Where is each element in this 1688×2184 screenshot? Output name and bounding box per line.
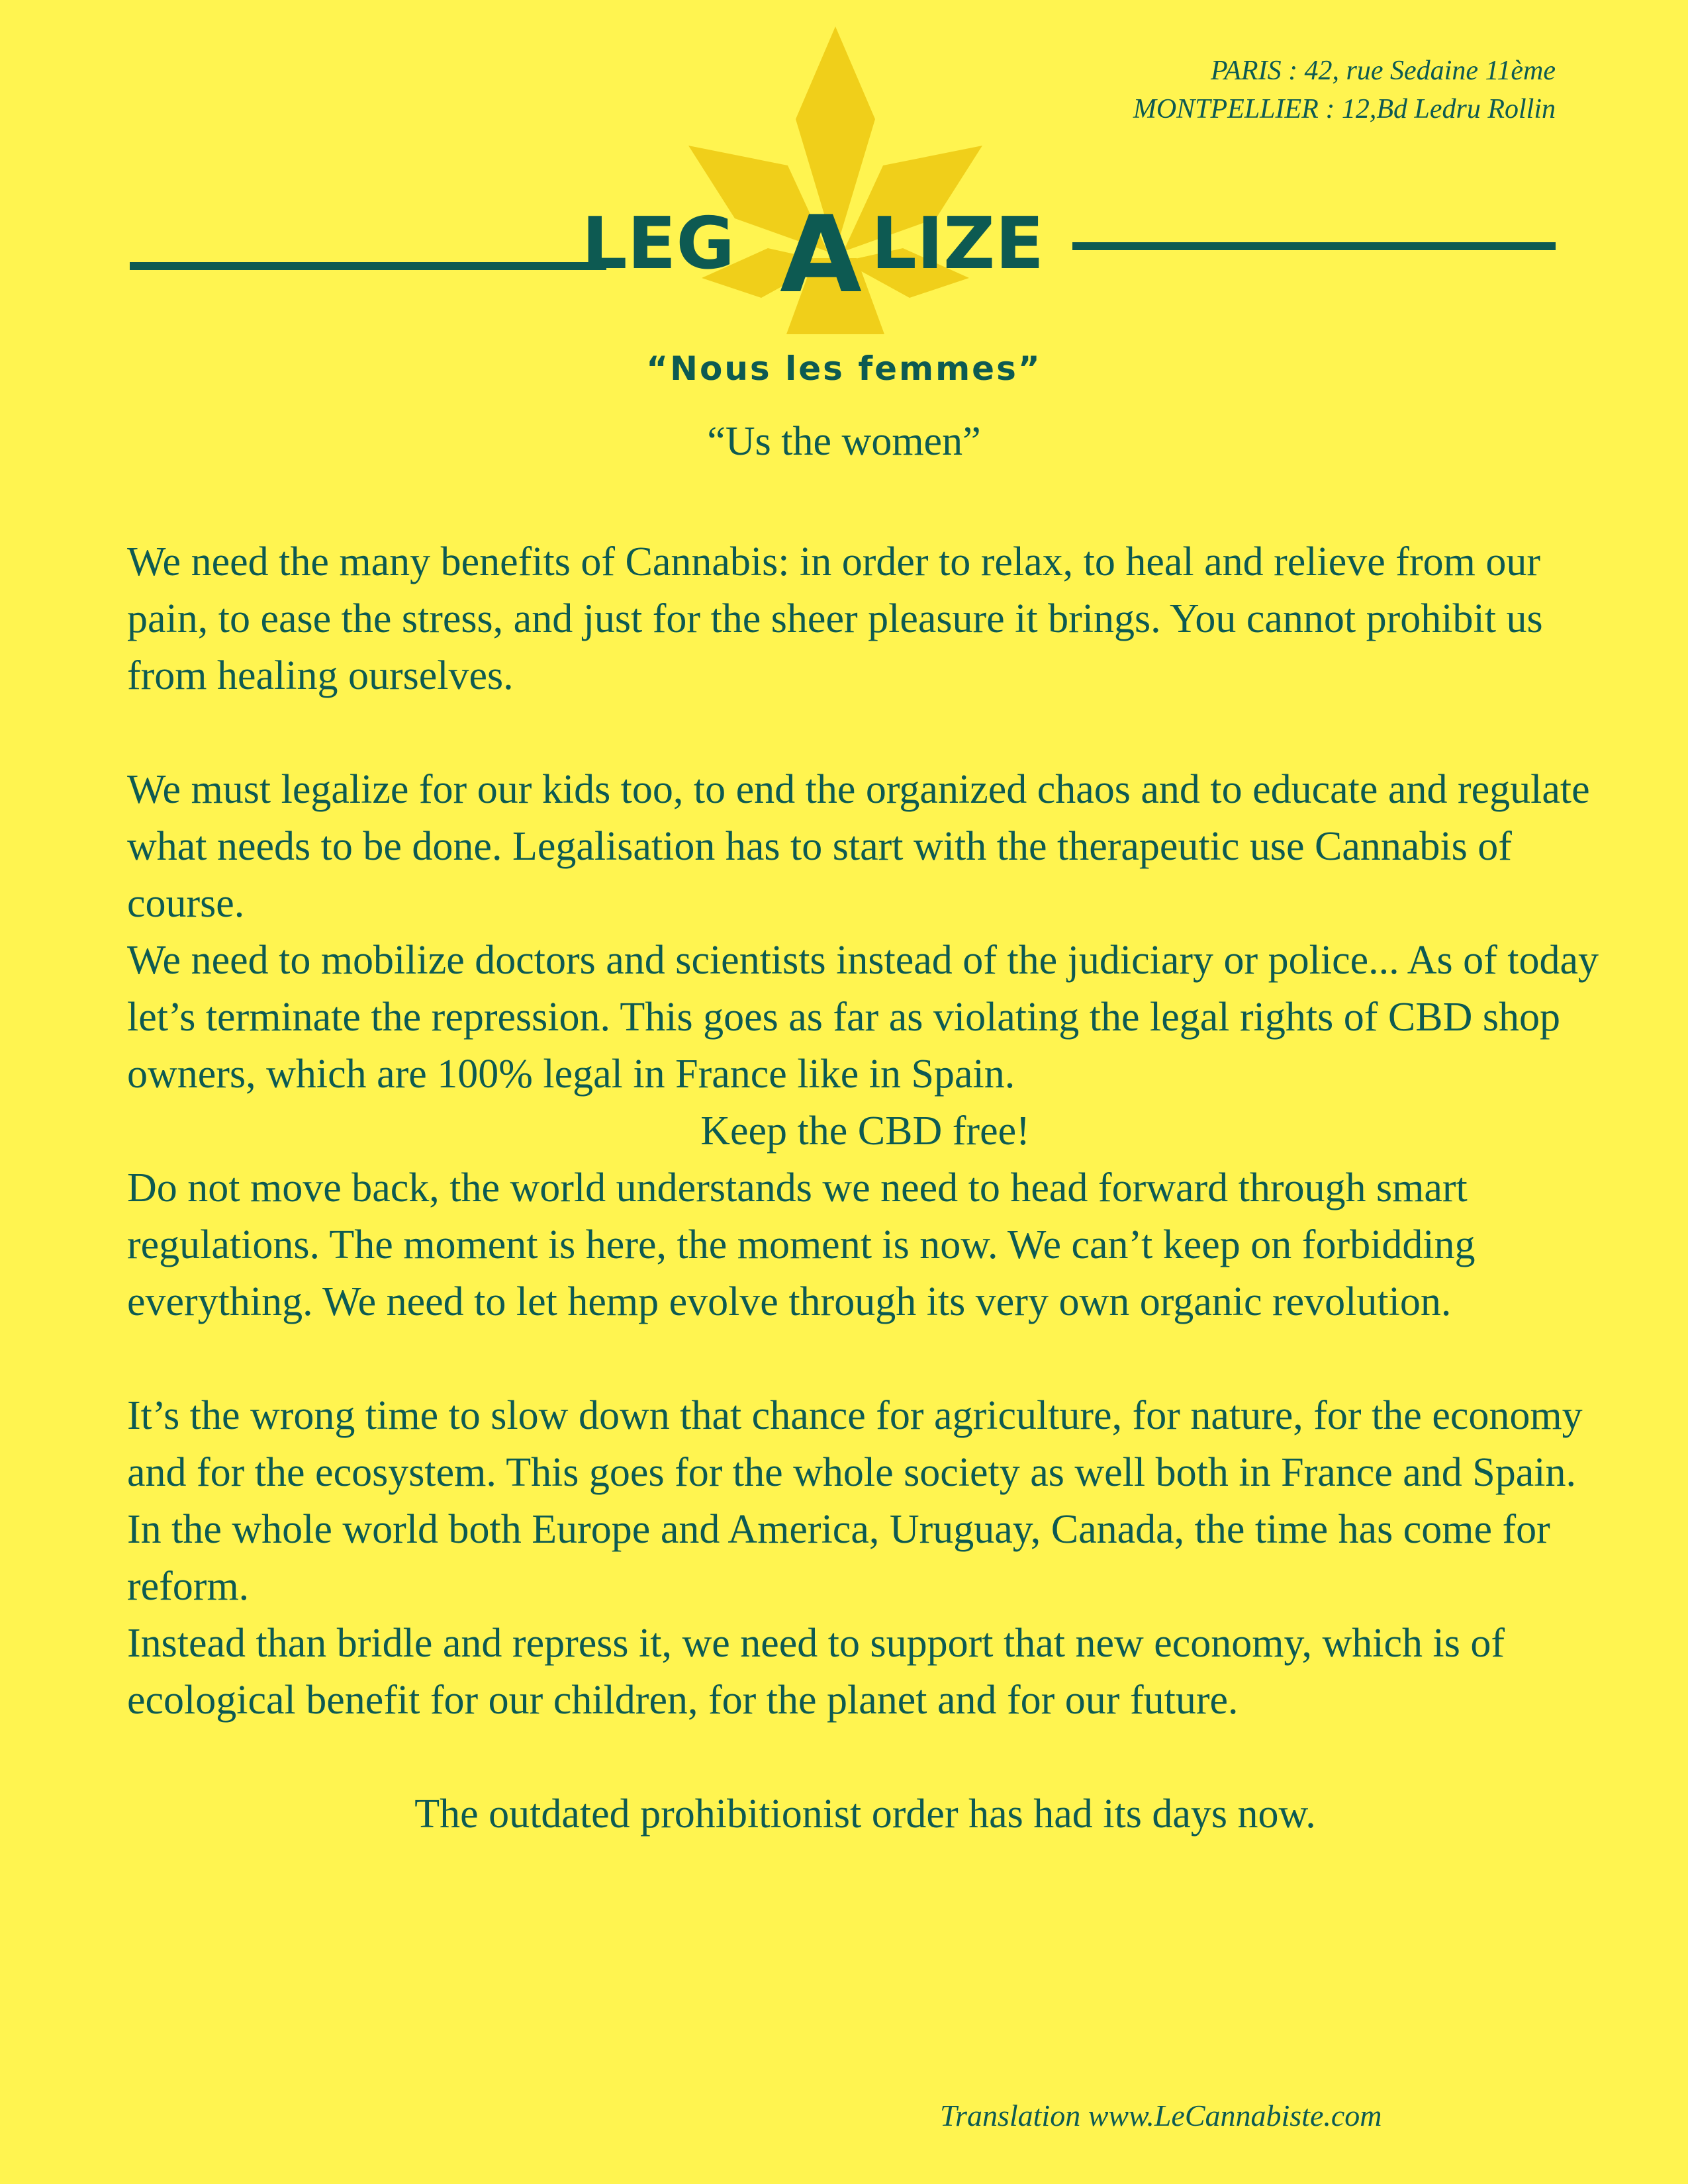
logo-text-right: LIZE [871,203,1045,285]
paragraph-keep-cbd-free: Keep the CBD free! [700,1109,1030,1154]
paragraph-whole-world: In the whole world both Europe and America, Uruguay, Canada, the time has come for reform. [127,1507,1550,1609]
french-title: “Nous les femmes” [646,349,1042,388]
address-block [1133,52,1556,128]
paragraph-move-forward: Do not move back, the world understands we need to head forward through smart regulations. The moment is here, the moment is now. We can’t keep on forbidding everything. We need to let hemp evolve through its very own organic revolution. [127,1165,1476,1324]
paragraph-new-economy: Instead than bridle and repress it, we need to support that new economy, which is of ecological benefit for our children, for the planet and for our future. [127,1621,1505,1723]
english-title: “Us the women” [707,419,981,464]
paragraph-mobilize: We need to mobilize doctors and scientists instead of the judiciary or police... As of today let’s terminate the repression. This goes as far as violating the legal rights of CBD shop owners, which are 100% legal in France like in Spain. [127,938,1599,1097]
left-rule [130,262,606,270]
paragraph-kids: We must legalize for our kids too, to end the organized chaos and to educate and regulate what needs to be done. Legalisation has to start with the therapeutic use Cannabis of course. [127,767,1590,926]
translation-credit: Translation www.LeCannabiste.com [940,2099,1382,2132]
body-text [127,533,1603,1843]
paragraph-conclusion: The outdated prohibitionist order has had its days now. [414,1792,1316,1837]
address-montpellier: MONTPELLIER : 12,Bd Ledru Rollin [1133,94,1556,124]
right-rule [1072,242,1556,250]
address-paris: PARIS : 42, rue Sedaine 11ème [1211,56,1556,86]
logo-text-center: A [780,193,862,316]
paragraph-wrong-time: It’s the wrong time to slow down that chance for agriculture, for nature, for the economy and for the ecosystem. This goes for the whole society as well both in France and Spain. [127,1393,1583,1495]
logo-text-left: LEG [581,203,735,285]
paragraph-benefits: We need the many benefits of Cannabis: in order to relax, to heal and relieve from our pain, to ease the stress, and just for the sheer pleasure it brings. You cannot prohibit us from healing ourselves. [127,539,1543,698]
